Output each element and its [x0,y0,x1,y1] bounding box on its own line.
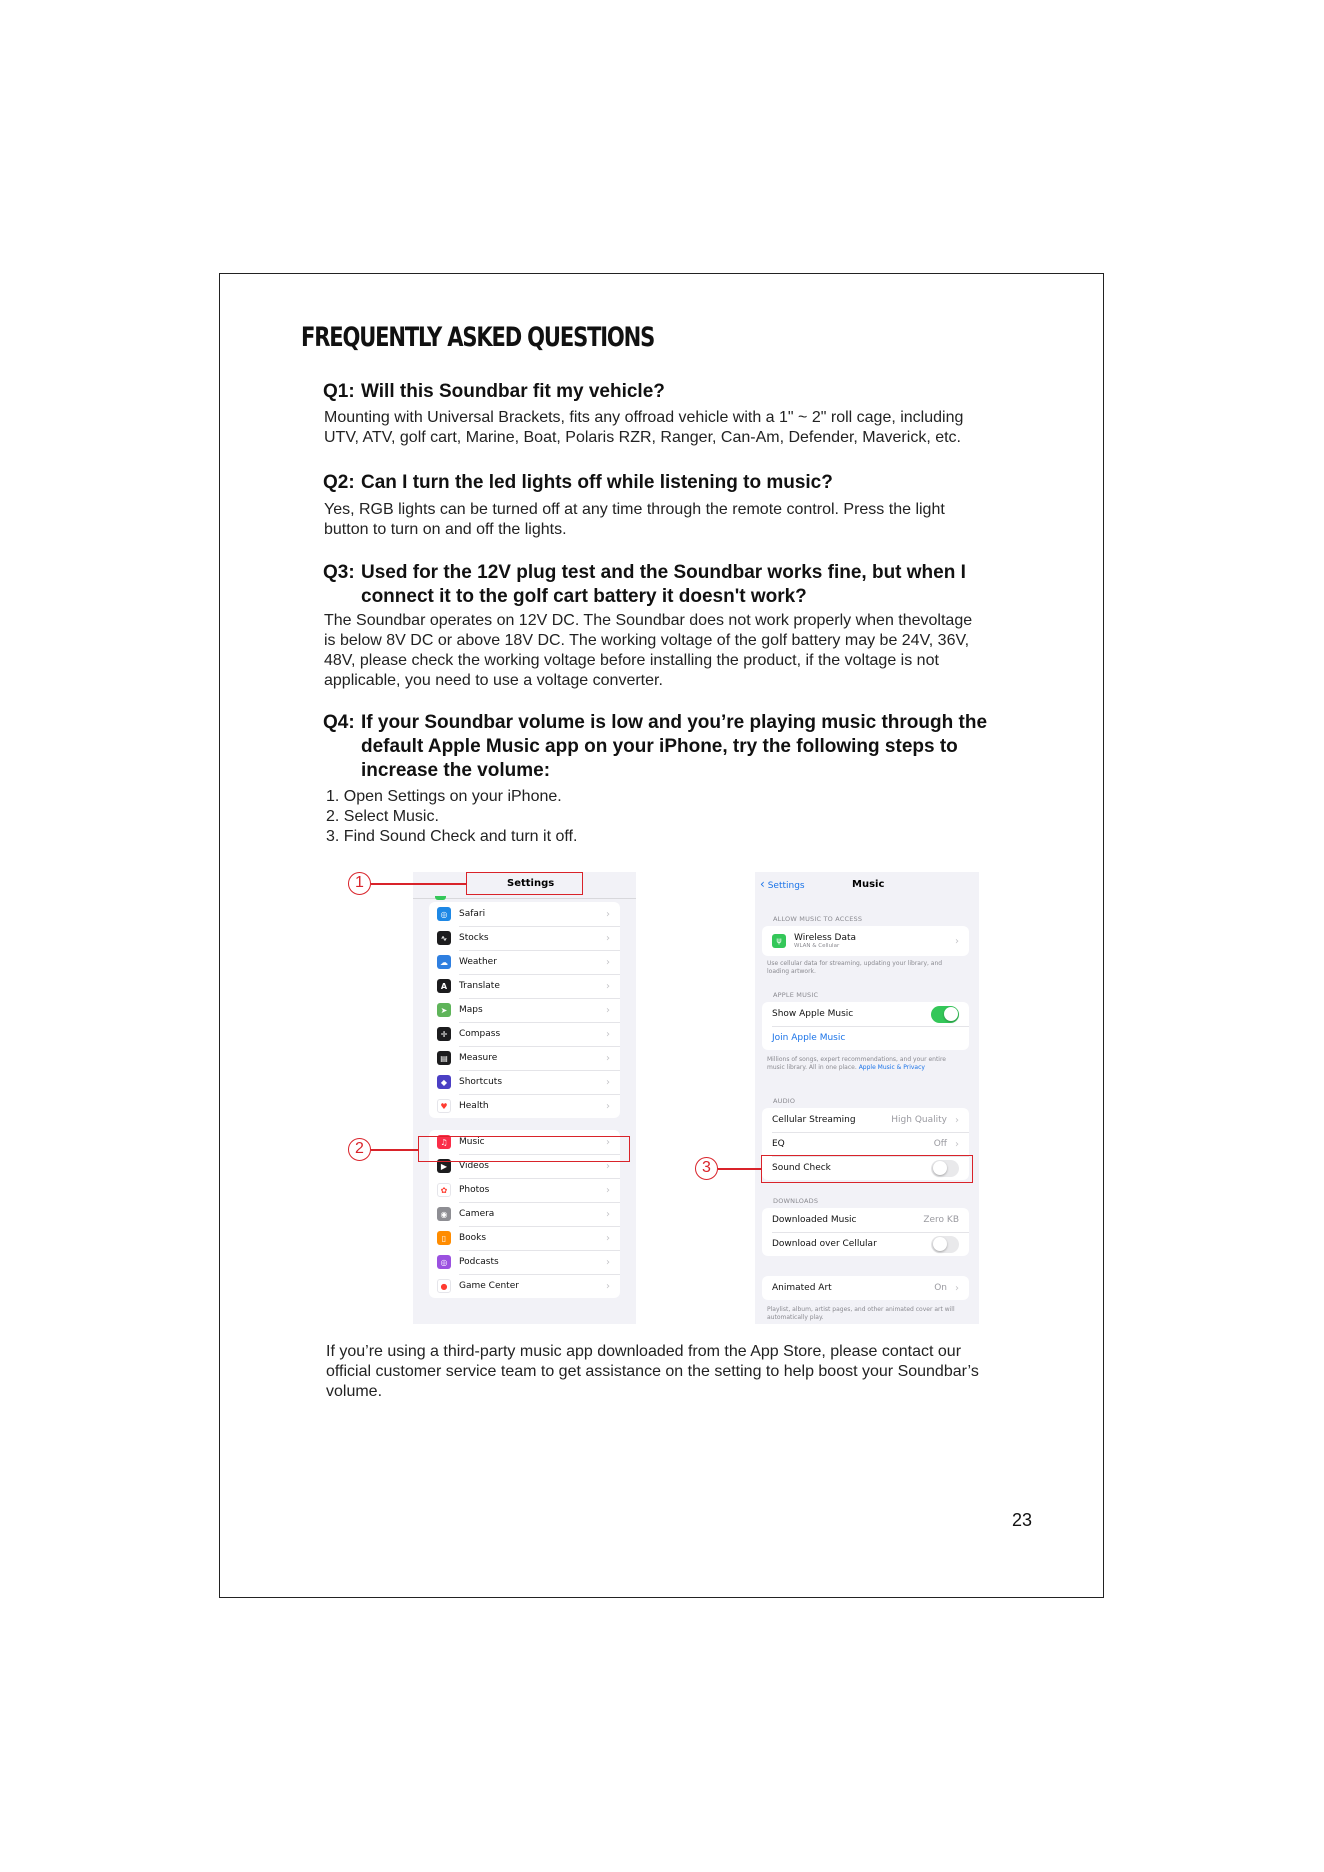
animated-art-group [762,1276,969,1300]
settings-row-compass[interactable] [429,1022,620,1046]
game-center-icon: ● [437,1279,451,1293]
eq-value: Off [933,1139,947,1149]
sound-check-label: Sound Check [772,1163,831,1173]
cloud-icon: ☁ [437,955,451,969]
callout-box-settings [466,872,583,895]
stocks-icon: ∿ [437,931,451,945]
settings-row-health[interactable] [429,1094,620,1118]
download-cellular-row [762,1232,969,1256]
header-divider [413,898,636,899]
wireless-data-row[interactable] [762,926,969,956]
chevron-right-icon: › [606,1256,610,1268]
download-cellular-label: Download over Cellular [772,1239,877,1249]
show-apple-music-row [762,1002,969,1026]
answer-line: Mounting with Universal Brackets, fits any offroad vehicle with a 1" ~ 2" roll cage, including [324,409,964,426]
section-header: ALLOW MUSIC TO ACCESS [773,915,863,923]
settings-row-translate[interactable] [429,974,620,998]
downloaded-music-value: Zero KB [923,1215,959,1225]
join-apple-music-link: Join Apple Music [772,1033,846,1043]
question-text: Used for the 12V plug test and the Soundbar works fine, but when I [361,562,966,583]
wireless-group [762,926,969,956]
chevron-right-icon: › [606,1184,610,1196]
join-apple-music-row[interactable] [762,1026,969,1050]
downloaded-music-row[interactable] [762,1208,969,1232]
settings-row-game-center[interactable] [429,1274,620,1298]
question-4 [323,711,987,783]
answer-line: button to turn on and off the lights. [324,521,567,538]
settings-row-stocks[interactable] [429,926,620,950]
music-title: Music [852,879,885,890]
chevron-right-icon: › [955,1138,959,1150]
settings-row-camera[interactable] [429,1202,620,1226]
question-number: Q4: [323,712,355,733]
settings-row-label: Game Center [459,1281,519,1291]
answer-line: 48V, please check the working voltage before installing the product, if the voltage is not [324,652,939,669]
settings-group-apps [429,902,620,1118]
question-text: Can I turn the led lights off while listening to music? [361,472,833,493]
settings-row-safari[interactable] [429,902,620,926]
question-text-cont: increase the volume: [361,760,551,781]
wireless-note: Use cellular data for streaming, updating your library, and loading artwork. [767,960,943,975]
question-number: Q2: [323,472,355,493]
apple-music-note [767,1056,965,1072]
animated-art-note: Playlist, album, artist pages, and other animated cover art will automatically play. [767,1306,955,1321]
heart-icon: ♥ [437,1099,451,1113]
answer-line: is below 8V DC or above 18V DC. The working voltage of the golf battery may be 24V, 36V, [324,632,970,649]
compass-icon: ◎ [437,907,451,921]
answer-line: applicable, you need to use a voltage converter. [324,672,663,689]
chevron-right-icon: › [606,1232,610,1244]
settings-row-label: Photos [459,1185,490,1195]
closing-line: official customer service team to get assistance on the setting to help boost your Soundbar’s [326,1363,979,1380]
show-apple-music-label: Show Apple Music [772,1009,854,1019]
antenna-icon: ψ [772,934,786,948]
eq-label: EQ [772,1139,785,1149]
apple-music-note-text: Millions of songs, expert recommendations, and your entire music library. All in one place. [767,1056,946,1071]
tv-icon: ▶ [437,1159,451,1173]
chevron-right-icon: › [606,1076,610,1088]
settings-row-maps[interactable] [429,998,620,1022]
settings-row-weather[interactable] [429,950,620,974]
callout-2: 2 [348,1138,371,1161]
section-header: APPLE MUSIC [773,991,819,999]
callout-3: 3 [695,1157,718,1180]
answer-line: Yes, RGB lights can be turned off at any time through the remote control. Press the light [324,501,945,518]
back-label: Settings [767,881,805,891]
podcast-icon: ◎ [437,1255,451,1269]
settings-row-podcasts[interactable] [429,1250,620,1274]
chevron-right-icon: › [955,1114,959,1126]
cellular-streaming-value: High Quality [891,1115,947,1125]
chevron-right-icon: › [606,1004,610,1016]
chevron-right-icon: › [606,1136,610,1148]
question-2 [323,471,833,495]
steps-list [326,787,577,847]
apple-music-privacy-link[interactable]: Apple Music & Privacy [858,1064,925,1071]
callout-line-2 [371,1149,418,1151]
download-cellular-toggle[interactable] [931,1236,959,1253]
callout-box-sound-check [761,1155,973,1183]
answer-1 [324,408,1044,448]
chevron-right-icon: › [606,1208,610,1220]
closing-line: If you’re using a third-party music app downloaded from the App Store, please contact our [326,1343,962,1360]
settings-row-label: Podcasts [459,1257,499,1267]
settings-row-label: Health [459,1101,489,1111]
settings-row-label: Videos [459,1161,489,1171]
question-text: Will this Soundbar fit my vehicle? [361,381,665,402]
show-apple-music-toggle[interactable] [931,1006,959,1023]
translate-icon: A [437,979,451,993]
question-number: Q3: [323,562,355,583]
answer-line: UTV, ATV, golf cart, Marine, Boat, Polaris RZR, Ranger, Can-Am, Defender, Maverick, etc. [324,429,961,446]
settings-row-label: Measure [459,1053,498,1063]
chevron-right-icon: › [606,980,610,992]
settings-title: Settings [507,878,555,889]
settings-row-label: Weather [459,957,497,967]
chevron-left-icon: ‹ [760,877,765,891]
settings-row-label: Music [459,1137,485,1147]
music-note-icon: ♫ [437,1135,451,1149]
chevron-right-icon: › [606,956,610,968]
settings-row-label: Shortcuts [459,1077,503,1087]
callout-line-3 [718,1168,761,1170]
chevron-right-icon: › [606,908,610,920]
callout-line-1 [371,883,466,885]
chevron-right-icon: › [606,1160,610,1172]
downloads-group [762,1208,969,1256]
chevron-right-icon: › [606,1280,610,1292]
settings-screenshot [413,872,636,1324]
photos-icon: ✿ [437,1183,451,1197]
section-header: AUDIO [773,1097,796,1105]
closing-paragraph [326,1342,1046,1402]
settings-row-label: Books [459,1233,487,1243]
settings-row-label: Maps [459,1005,483,1015]
camera-icon: ◉ [437,1207,451,1221]
music-screenshot [755,872,979,1324]
settings-row-books[interactable] [429,1226,620,1250]
wireless-label: Wireless Data [794,933,857,943]
chevron-right-icon: › [606,1100,610,1112]
animated-art-value: On [934,1283,947,1293]
chevron-right-icon: › [955,935,959,947]
shortcuts-icon: ◆ [437,1075,451,1089]
apple-music-group [762,1002,969,1050]
settings-row-label: Translate [459,981,500,991]
question-text-cont: connect it to the golf cart battery it doesn't work? [361,586,807,607]
chevron-right-icon: › [606,1028,610,1040]
step-item: 3. Find Sound Check and turn it off. [326,828,578,845]
eq-row[interactable] [762,1132,969,1156]
question-1 [323,380,665,404]
compass-dial-icon: ✛ [437,1027,451,1041]
settings-row-label: Stocks [459,933,489,943]
chevron-right-icon: › [955,1282,959,1294]
settings-row-measure[interactable] [429,1046,620,1070]
cellular-streaming-row[interactable] [762,1108,969,1132]
question-number: Q1: [323,381,355,402]
answer-3 [324,611,1044,691]
downloaded-music-label: Downloaded Music [772,1215,857,1225]
page-number: 23 [1012,1510,1033,1530]
wireless-sub: WLAN & Cellular [794,943,840,949]
question-3 [323,561,966,609]
callout-1: 1 [348,872,371,895]
settings-row-photos[interactable] [429,1178,620,1202]
ruler-icon: ▤ [437,1051,451,1065]
question-text: If your Soundbar volume is low and you’re playing music through the [361,712,988,733]
step-item: 2. Select Music. [326,808,439,825]
callout-box-music [418,1136,630,1162]
chevron-right-icon: › [606,1052,610,1064]
partial-icon [435,896,446,900]
book-icon: ▯ [437,1231,451,1245]
question-text-cont: default Apple Music app on your iPhone, try the following steps to [361,736,958,757]
chevron-right-icon: › [606,932,610,944]
page-title: FREQUENTLY ASKED QUESTIONS [301,322,655,353]
settings-row-shortcuts[interactable] [429,1070,620,1094]
animated-art-label: Animated Art [772,1283,832,1293]
answer-line: The Soundbar operates on 12V DC. The Soundbar does not work properly when thevoltage [324,612,973,629]
settings-row-label: Safari [459,909,486,919]
back-button[interactable] [760,877,805,891]
map-icon: ➤ [437,1003,451,1017]
cellular-streaming-label: Cellular Streaming [772,1115,856,1125]
settings-row-label: Compass [459,1029,501,1039]
animated-art-row[interactable] [762,1276,969,1300]
settings-row-label: Camera [459,1209,495,1219]
section-header: DOWNLOADS [773,1197,819,1205]
answer-2 [324,500,1044,540]
step-item: 1. Open Settings on your iPhone. [326,788,562,805]
closing-line: volume. [326,1383,383,1400]
